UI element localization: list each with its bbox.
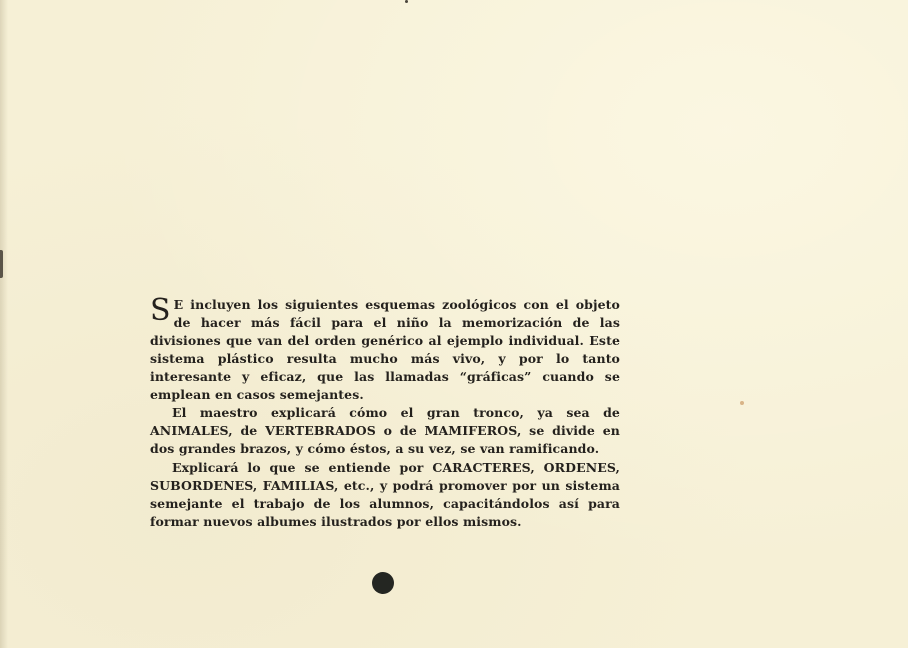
top-ink-mark: [405, 0, 408, 3]
paragraph-1: [150, 293, 620, 403]
paper-speck: [740, 401, 744, 405]
page-dot-ornament: [372, 572, 394, 594]
paragraph-2: El maestro explicará cómo el gran tronco, ya sea de ANIMALES, de VERTEBRADOS o de MAMIFEROS, se divide en dos grandes brazos, y cómo éstos, a su vez, se van ramificando.: [150, 405, 620, 457]
binding-shadow: [0, 0, 8, 648]
binding-mark: [0, 250, 3, 278]
body-text: [150, 293, 620, 531]
drop-cap: S: [150, 293, 171, 328]
paragraph-3: Explicará lo que se entiende por CARACTERES, ORDENES, SUBORDENES, FAMILIAS, etc., y podrá promover por un sistema semejante el trabajo de los alumnos, capacitándolos así para formar nuevos albumes ilustrados por ellos mismos.: [150, 460, 620, 529]
paragraph-1-text: E incluyen los siguientes esquemas zoológicos con el objeto de hacer más fácil para el niño la memorización de las divisiones que van del orden genérico al ejemplo individual. Este sistema plástico resulta mucho más vivo, y por lo tanto interesante y eficaz, que las llamadas “gráficas” cuando se emplean en casos semejantes.: [150, 297, 620, 402]
